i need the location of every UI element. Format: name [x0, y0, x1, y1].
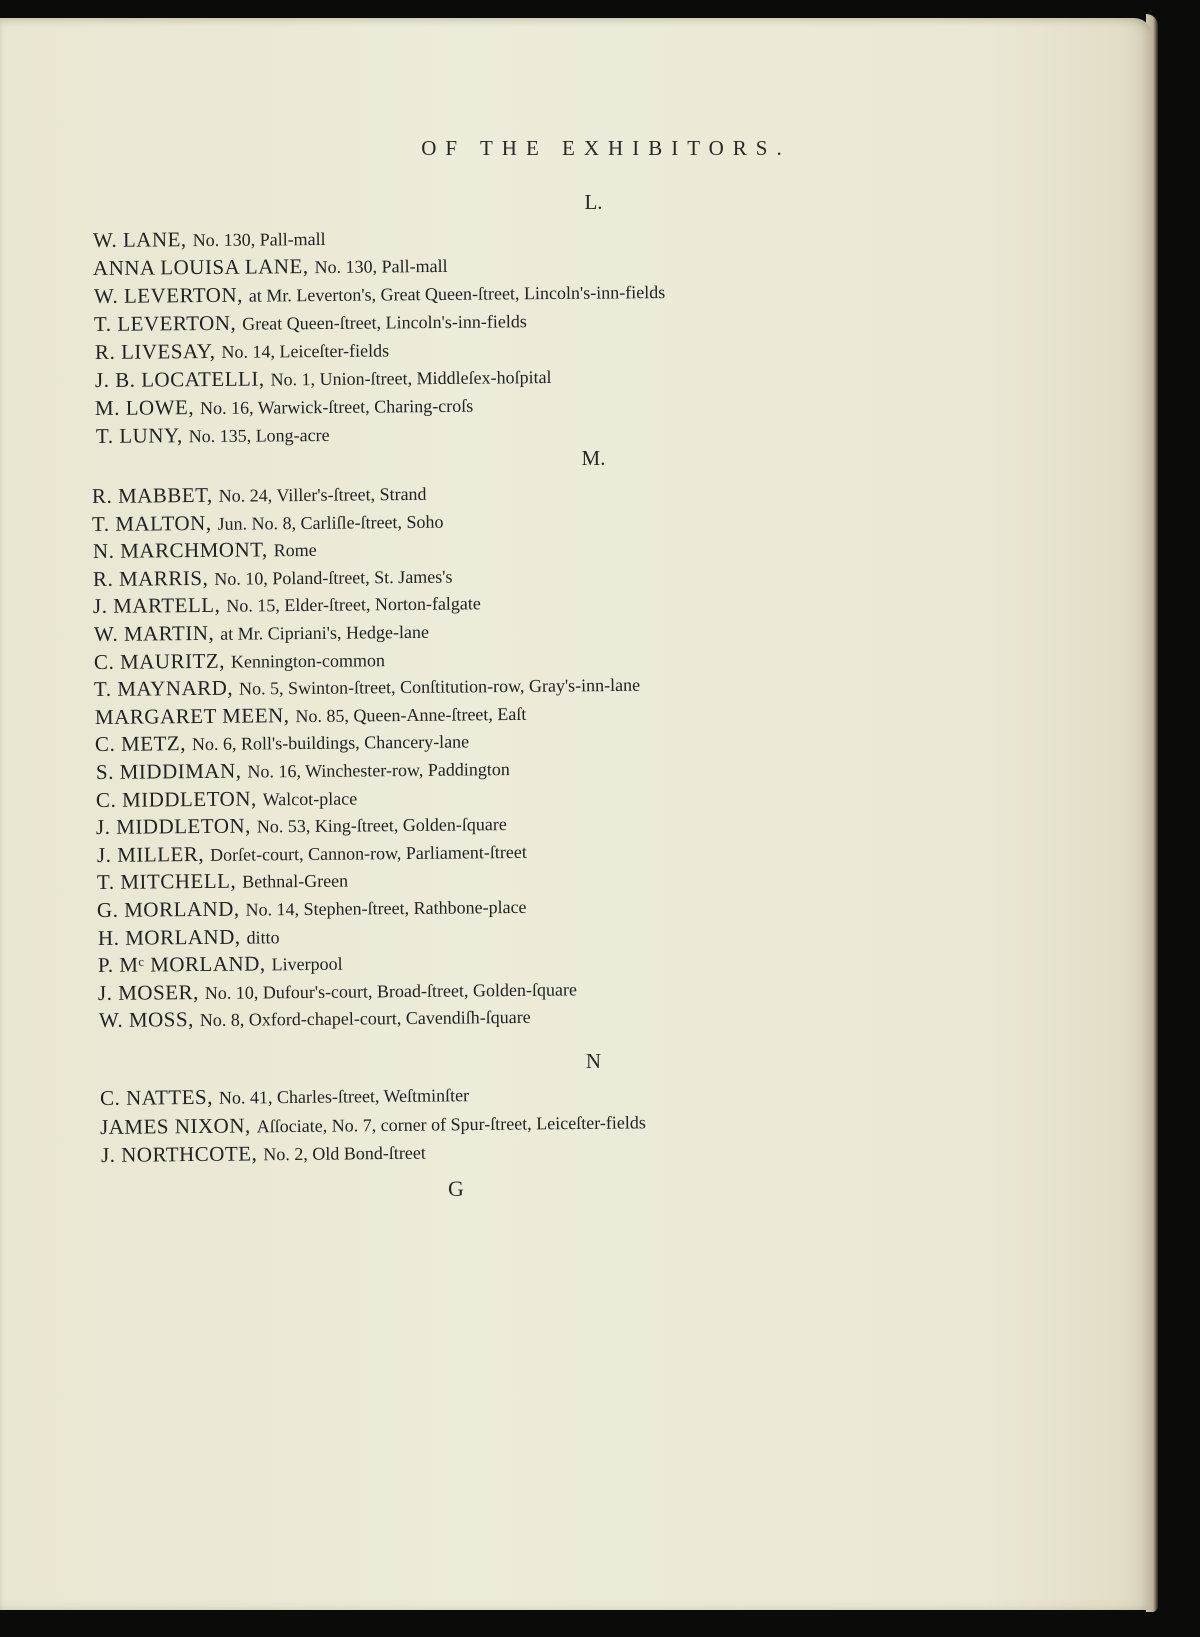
exhibitor-entry: [94, 281, 665, 307]
exhibitor-name: P. Mᶜ MORLAND,: [97, 951, 266, 978]
exhibitor-address: No. 14, Leiceſter-fields: [220, 340, 389, 362]
exhibitor-name: T. LUNY,: [95, 423, 183, 448]
exhibitor-name: W. LANE,: [92, 227, 187, 252]
exhibitor-address: No. 1, Union-ſtreet, Middleſex-hoſpital: [270, 367, 552, 390]
exhibitor-address: No. 130, Pall-mall: [314, 255, 449, 278]
exhibitor-entry: [94, 310, 527, 335]
exhibitor-entry: [97, 896, 527, 921]
exhibitor-name: ANNA LOUISA LANE,: [93, 254, 310, 280]
exhibitor-address: Aſſociate, No. 7, corner of Spur-ſtreet, Leiceſter-fields: [256, 1111, 647, 1136]
exhibitor-name: S. MIDDIMAN,: [95, 758, 242, 784]
exhibitor-name: T. MALTON,: [92, 510, 212, 536]
exhibitor-name: MARGARET MEEN,: [94, 702, 290, 729]
exhibitor-address: No. 6, Roll's-buildings, Chancery-lane: [191, 731, 470, 755]
document-page: [0, 18, 1152, 1610]
exhibitor-name: R. MABBET,: [91, 482, 213, 508]
exhibitor-entry: [94, 621, 429, 645]
exhibitor-address: No. 5, Swinton-ſtreet, Conſtitution-row, Gray's-inn-lane: [239, 674, 641, 699]
section-letter-l: L.: [584, 190, 603, 214]
exhibitor-address: Rome: [273, 540, 317, 561]
exhibitor-address: No. 16, Winchester-row, Paddington: [246, 759, 510, 782]
exhibitor-name: J. NORTHCOTE,: [100, 1141, 258, 1167]
exhibitor-name: T. LEVERTON,: [94, 310, 237, 336]
exhibitor-address: No. 24, Viller's-ſtreet, Strand: [218, 483, 427, 506]
exhibitor-entry: [92, 483, 427, 507]
exhibitor-name: C. MIDDLETON,: [95, 786, 257, 812]
exhibitor-entry: [98, 953, 343, 976]
exhibitor-address: Dorſet-court, Cannon-row, Parliament-ſtreet: [209, 841, 527, 865]
exhibitor-address: Liverpool: [271, 953, 343, 975]
exhibitor-name: N. MARCHMONT,: [92, 537, 268, 564]
exhibitor-address: Great Queen-ſtreet, Lincoln's-inn-fields: [242, 311, 528, 334]
exhibitor-name: T. MITCHELL,: [96, 869, 237, 895]
exhibitor-address: at Mr. Cipriani's, Hedge-lane: [219, 621, 429, 644]
exhibitor-entry: [96, 813, 507, 838]
exhibitor-entry: [94, 649, 385, 673]
exhibitor-entry: [96, 787, 357, 811]
exhibitor-name: R. LIVESAY,: [94, 338, 216, 364]
exhibitor-entry: [100, 1084, 469, 1109]
exhibitor-entry: [93, 565, 453, 589]
signature-mark: G: [448, 1176, 464, 1201]
exhibitor-entry: [92, 510, 444, 534]
exhibitor-address: ditto: [246, 926, 280, 948]
exhibitor-address: at Mr. Leverton's, Great Queen-ſtreet, Lincoln's-inn-fields: [248, 282, 666, 306]
exhibitor-entry: [97, 870, 348, 893]
exhibitor-entry: [100, 1142, 425, 1166]
exhibitor-name: J. MARTELL,: [93, 593, 221, 619]
exhibitor-name: G. MORLAND,: [97, 896, 240, 922]
exhibitor-address: No. 2, Old Bond-ſtreet: [262, 1142, 426, 1165]
exhibitor-name: W. LEVERTON,: [93, 282, 243, 308]
exhibitor-address: No. 10, Poland-ſtreet, St. James's: [214, 566, 453, 589]
exhibitor-address: Jun. No. 8, Carliſle-ſtreet, Soho: [217, 511, 444, 534]
exhibitor-name: J. MIDDLETON,: [96, 813, 252, 840]
exhibitor-entry: [96, 841, 526, 866]
exhibitor-name: T. MAYNARD,: [94, 675, 234, 702]
exhibitor-name: JAMES NIXON,: [100, 1112, 252, 1139]
exhibitor-entry: [93, 593, 481, 618]
exhibitor-address: No. 15, Elder-ſtreet, Norton-falgate: [226, 593, 482, 617]
exhibitor-name: W. MOSS,: [98, 1007, 194, 1033]
section-letter-m: M.: [581, 446, 606, 470]
exhibitor-entry: [100, 1111, 646, 1138]
exhibitor-name: R. MARRIS,: [92, 565, 209, 591]
exhibitor-address: No. 16, Warwick-ſtreet, Charing-croſs: [200, 395, 474, 419]
exhibitor-address: No. 130, Pall-mall: [192, 228, 326, 251]
exhibitor-entry: [95, 731, 469, 756]
exhibitor-name: W. MARTIN,: [93, 620, 215, 646]
exhibitor-entry: [97, 926, 279, 949]
exhibitor-entry: [95, 339, 389, 363]
exhibitor-address: No. 85, Queen-Anne-ſtreet, Eaſt: [295, 703, 527, 726]
exhibitor-entry: [93, 255, 448, 279]
exhibitor-entry: [95, 703, 527, 728]
exhibitor-entry: [96, 424, 330, 447]
exhibitor-address: No. 135, Long-acre: [188, 424, 330, 447]
exhibitor-name: J. MILLER,: [96, 841, 204, 867]
exhibitor-name: J. B. LOCATELLI,: [94, 366, 265, 392]
exhibitor-entry: [95, 366, 552, 391]
exhibitor-entry: [93, 228, 326, 251]
exhibitor-address: No. 10, Dufour's-court, Broad-ſtreet, Golden-ſquare: [204, 979, 578, 1003]
exhibitor-entry: [95, 395, 473, 419]
exhibitor-entry: [95, 758, 509, 783]
exhibitor-address: No. 8, Oxford-chapel-court, Cavendiſh-ſquare: [199, 1007, 531, 1031]
exhibitor-address: Walcot-place: [262, 788, 358, 809]
exhibitor-entry: [99, 1006, 531, 1031]
exhibitor-address: Kennington-common: [230, 649, 386, 672]
exhibitor-name: J. MOSER,: [98, 979, 200, 1005]
section-letter-n: N: [585, 1049, 602, 1073]
exhibitor-name: C. MAURITZ,: [93, 648, 226, 674]
exhibitor-address: No. 53, King-ſtreet, Golden-ſquare: [256, 814, 508, 837]
exhibitor-address: No. 14, Stephen-ſtreet, Rathbone-place: [245, 896, 527, 920]
exhibitor-name: C. NATTES,: [99, 1084, 214, 1110]
exhibitor-entry: [98, 978, 577, 1004]
running-head: OF THE EXHIBITORS.: [421, 136, 791, 160]
exhibitor-address: Bethnal-Green: [241, 870, 349, 892]
exhibitor-name: C. METZ,: [95, 731, 187, 757]
exhibitor-address: No. 41, Charles-ſtreet, Weſtminſter: [218, 1085, 470, 1108]
exhibitor-name: M. LOWE,: [95, 395, 195, 420]
exhibitor-entry: [93, 539, 317, 562]
exhibitor-entry: [94, 674, 640, 700]
exhibitor-name: H. MORLAND,: [97, 924, 241, 950]
